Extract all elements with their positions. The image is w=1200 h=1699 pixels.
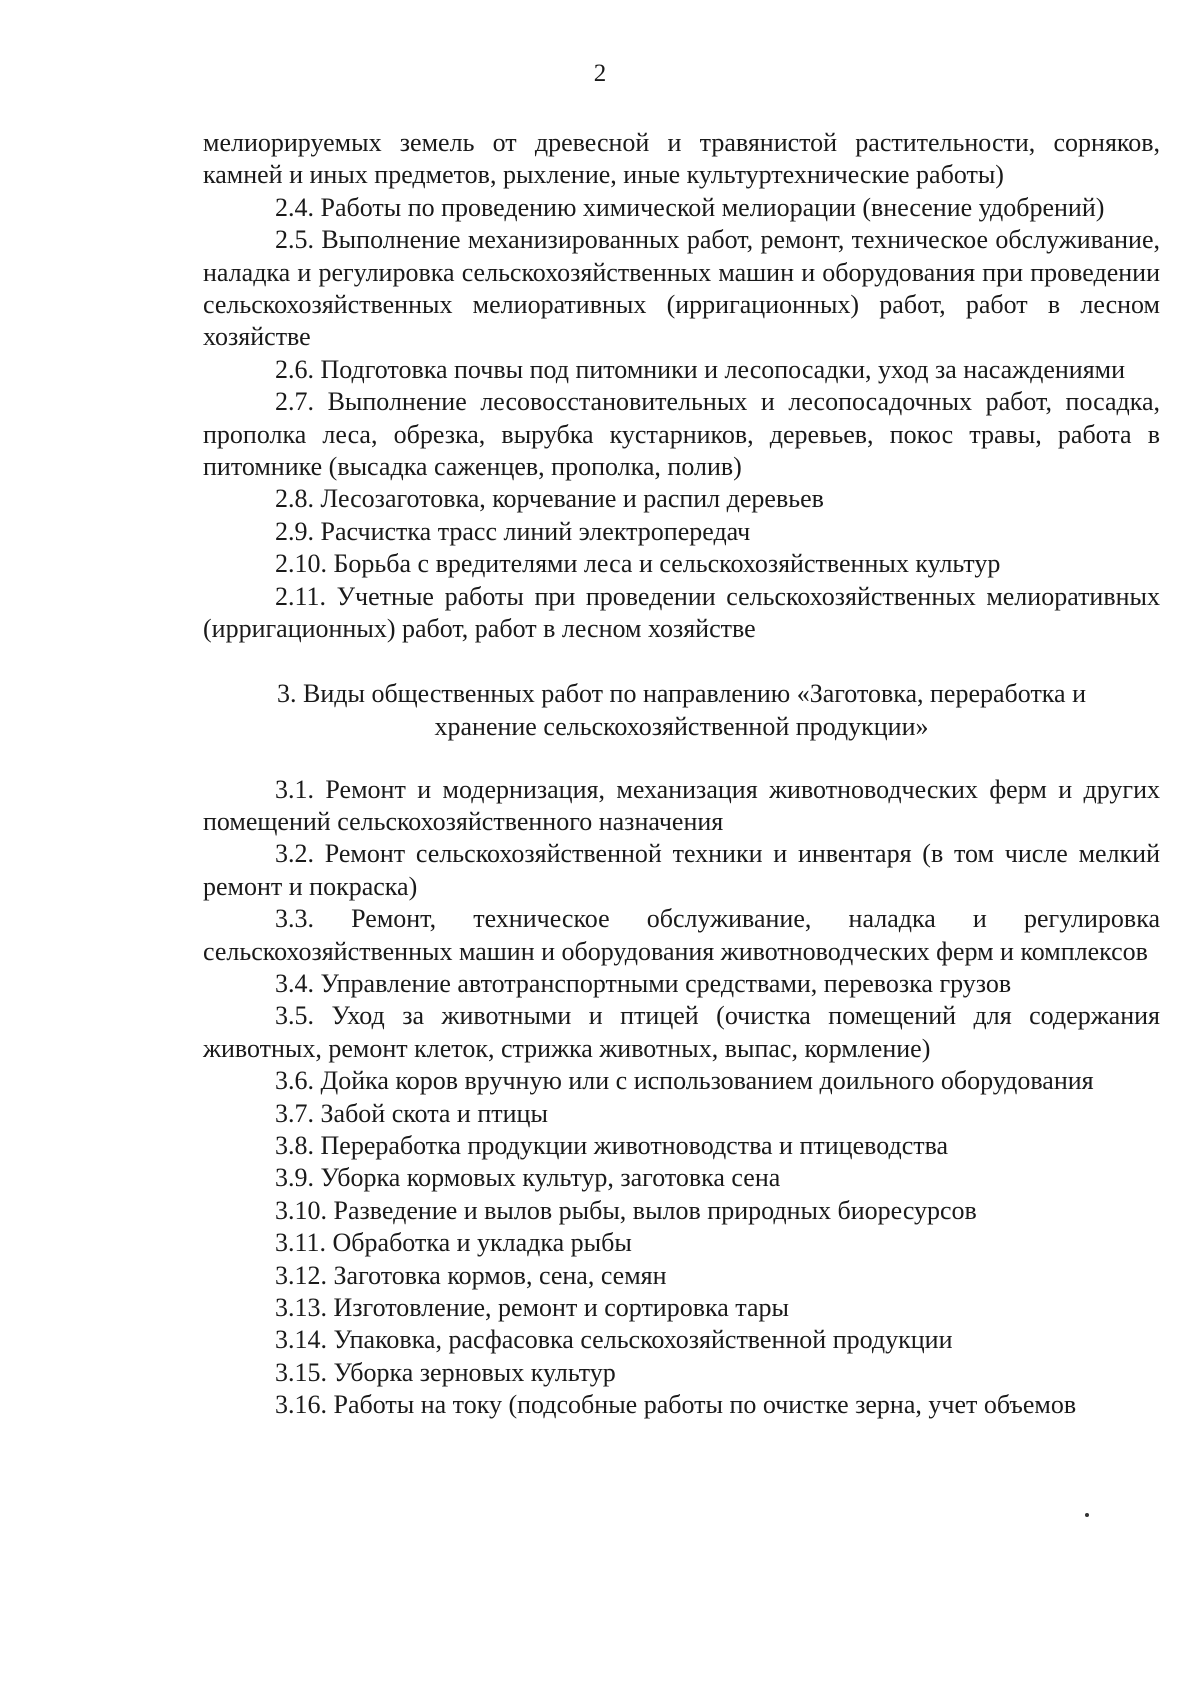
- section-2-continuation: мелиорируемых земель от древесной и травянистой растительности, сорняков, камней и иных предметов, рыхление, иные культуртехнические работы): [203, 128, 1160, 190]
- section-heading-line: 3. Виды общественных работ по направлению «Заготовка, переработка и: [276, 678, 1086, 708]
- list-item: 3.5. Уход за животными и птицей (очистка помещений для содержания животных, ремонт клеток, стрижка животных, выпас, кормление): [203, 1001, 1160, 1063]
- section-2-list: [203, 192, 1160, 646]
- list-item: 3.9. Уборка кормовых культур, заготовка сена: [275, 1163, 781, 1193]
- list-item: 2.7. Выполнение лесовосстановительных и лесопосадочных работ, посадка, прополка леса, обрезка, вырубка кустарников, деревьев, покос травы, работа в питомнике (высадка саженцев, прополка, полив): [203, 387, 1160, 482]
- list-item: 2.9. Расчистка трасс линий электропередач: [275, 516, 751, 546]
- section-3-heading: [203, 677, 1160, 743]
- list-item: 2.11. Учетные работы при проведении сельскохозяйственных мелиоративных (ирригационных) работ, работ в лесном хозяйстве: [203, 581, 1160, 644]
- list-item: 3.7. Забой скота и птицы: [275, 1098, 548, 1128]
- list-item: 2.10. Борьба с вредителями леса и сельскохозяйственных культур: [275, 549, 1001, 579]
- page-number: 2: [593, 60, 607, 87]
- list-item: 2.4. Работы по проведению химической мелиорации (внесение удобрений): [275, 192, 1105, 222]
- list-item: 3.3. Ремонт, техническое обслуживание, наладка и регулировка сельскохозяйственных машин и оборудования животноводческих ферм и комплексов: [203, 904, 1160, 966]
- list-item: 2.5. Выполнение механизированных работ, ремонт, техническое обслуживание, наладка и регулировка сельскохозяйственных машин и оборудования при проведении сельскохозяйственных мелиоративных (ирригационных) работ, работ в лесном хозяйстве: [203, 225, 1160, 352]
- list-item: 3.11. Обработка и укладка рыбы: [275, 1228, 632, 1258]
- list-item: 3.16. Работы на току (подсобные работы по очистке зерна, учет объемов: [275, 1390, 1077, 1420]
- section-heading-line: хранение сельскохозяйственной продукции»: [434, 711, 929, 741]
- section-3-list: [203, 774, 1160, 1422]
- list-item: 3.8. Переработка продукции животноводства и птицеводства: [275, 1130, 949, 1160]
- list-item: 3.15. Уборка зерновых культур: [275, 1357, 616, 1387]
- list-item: 3.12. Заготовка кормов, сена, семян: [275, 1260, 667, 1290]
- list-item: 3.1. Ремонт и модернизация, механизация животноводческих ферм и других помещений сельскохозяйственного назначения: [203, 774, 1160, 836]
- list-item: 3.6. Дойка коров вручную или с использованием доильного оборудования: [275, 1066, 1094, 1096]
- list-item: 3.13. Изготовление, ремонт и сортировка тары: [275, 1293, 789, 1322]
- list-item: 3.14. Упаковка, расфасовка сельскохозяйственной продукции: [275, 1325, 953, 1355]
- document-body: [203, 127, 1160, 1422]
- stray-dot-mark: [1085, 1513, 1089, 1517]
- list-item: 2.6. Подготовка почвы под питомники и лесопосадки, уход за насаждениями: [275, 354, 1126, 384]
- list-item: 3.2. Ремонт сельскохозяйственной техники и инвентаря (в том числе мелкий ремонт и покраска): [203, 839, 1160, 901]
- list-item: 2.8. Лесозаготовка, корчевание и распил деревьев: [275, 484, 824, 514]
- list-item: 3.10. Разведение и вылов рыбы, вылов природных биоресурсов: [275, 1195, 977, 1225]
- list-item: 3.4. Управление автотранспортными средствами, перевозка грузов: [275, 968, 1012, 998]
